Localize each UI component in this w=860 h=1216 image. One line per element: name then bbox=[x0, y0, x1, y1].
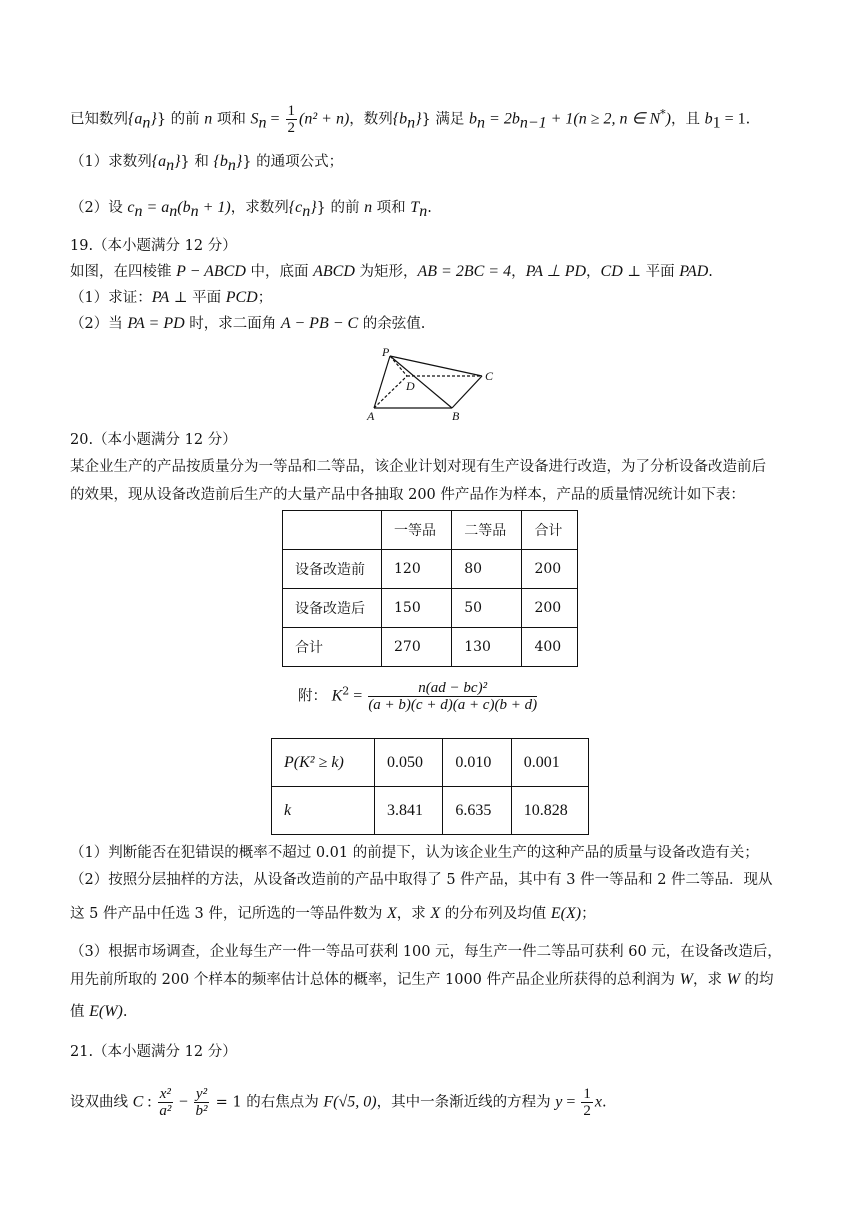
math: c bbox=[127, 199, 135, 216]
math: PA ⊥ PD bbox=[525, 263, 587, 280]
math: ABCD bbox=[313, 263, 355, 280]
math: K bbox=[331, 687, 343, 705]
q20-stem-1: 某企业生产的产品按质量分为一等品和二等品，该企业计划对现有生产设备进行改造，为了分析设备改造前后 bbox=[70, 459, 766, 475]
edge-BC bbox=[452, 376, 482, 408]
text: 时，求二面角 bbox=[184, 316, 281, 332]
frac-num: 1 bbox=[583, 1086, 591, 1102]
text: . bbox=[427, 200, 432, 216]
table-cell: 120 bbox=[382, 550, 452, 589]
math: X bbox=[430, 905, 441, 922]
frac-den: a² bbox=[159, 1103, 172, 1119]
table-cell: 3.841 bbox=[375, 787, 443, 835]
math: PCD bbox=[225, 289, 258, 306]
math: W bbox=[679, 971, 693, 988]
text: ，数列 bbox=[349, 111, 393, 128]
frac-num: n(ad − bc)² bbox=[368, 680, 537, 697]
math: CD bbox=[600, 263, 623, 280]
math: {b bbox=[213, 153, 228, 170]
math: = 1 bbox=[720, 110, 746, 128]
label-P: P bbox=[382, 346, 390, 359]
math: {b bbox=[392, 110, 408, 128]
q20-part1: （1）判断能否在犯错误的概率不超过 0.01 的前提下，认为该企业生产的这种产品的质量与设备改造有关； bbox=[70, 845, 759, 861]
label-C: C bbox=[485, 369, 494, 383]
q21-header: 21.（本小题满分 12 分） bbox=[70, 1044, 237, 1060]
table-cell: 二等品 bbox=[452, 511, 522, 550]
table-cell: 6.635 bbox=[443, 787, 511, 835]
text: （1）求证： bbox=[70, 290, 152, 306]
table-row bbox=[272, 787, 589, 835]
text: 设双曲线 bbox=[70, 1094, 133, 1111]
math: (n² + n) bbox=[299, 110, 350, 128]
text: 的余弦值. bbox=[358, 316, 426, 332]
pyramid-figure bbox=[362, 346, 512, 424]
q20-header: 20.（本小题满分 12 分） bbox=[70, 432, 237, 448]
math: n bbox=[364, 199, 373, 216]
math: F(√5, 0) bbox=[323, 1093, 377, 1111]
fraction bbox=[194, 1086, 209, 1119]
quality-table bbox=[282, 510, 578, 667]
table-cell: 10.828 bbox=[511, 787, 588, 835]
table-cell: 0.010 bbox=[443, 739, 511, 787]
math: b bbox=[469, 110, 478, 128]
table-cell: k bbox=[272, 787, 375, 835]
q20-stem-2: 的效果，现从设备改造前后生产的大量产品中各抽取 200 件产品作为样本，产品的质量情况统计如下表： bbox=[70, 487, 745, 503]
text: ，且 bbox=[670, 111, 705, 128]
math: W bbox=[726, 971, 740, 988]
text: ， bbox=[511, 264, 526, 280]
table-row bbox=[283, 628, 578, 667]
math: A − PB − C bbox=[280, 315, 359, 332]
text: 用先前所取的 200 个样本的频率估计总体的概率，记生产 1000 件产品企业所获得的总利润为 bbox=[70, 972, 680, 988]
k-squared-formula: 附： $K^2$ = $\frac{\text{n(ad − bc)²}}{(a + b)(c + d)(a + c)(b + d)}$ bbox=[298, 680, 538, 713]
frac-den: 2 bbox=[287, 120, 296, 136]
math: T bbox=[410, 199, 420, 216]
table-row bbox=[283, 550, 578, 589]
text: . bbox=[708, 264, 713, 280]
fraction bbox=[368, 680, 537, 713]
fraction bbox=[286, 103, 298, 136]
math: AB = 2BC = 4 bbox=[417, 263, 512, 280]
table-cell: 合计 bbox=[522, 511, 578, 550]
text: . bbox=[745, 111, 751, 128]
table-row bbox=[272, 739, 589, 787]
math: PA = PD bbox=[127, 315, 185, 332]
text: ，求 bbox=[692, 972, 727, 988]
math: + 1(n ≥ 2, n ∈ N bbox=[546, 110, 661, 128]
text: ，其中一条渐近线的方程为 bbox=[376, 1094, 556, 1111]
table-cell: 设备改造前 bbox=[283, 550, 382, 589]
text: 项和 bbox=[372, 200, 411, 216]
math: (b bbox=[177, 199, 191, 216]
text: } 和 bbox=[180, 154, 214, 170]
edge-PB bbox=[390, 356, 452, 408]
table-cell: 400 bbox=[522, 628, 578, 667]
math: X bbox=[387, 905, 397, 922]
text: 这 5 件产品中任选 3 件，记所选的一等品件数为 bbox=[70, 906, 387, 922]
table-cell: 130 bbox=[452, 628, 522, 667]
math: {a bbox=[151, 153, 167, 170]
frac-num: y² bbox=[195, 1086, 208, 1102]
math: y bbox=[555, 1093, 563, 1111]
q18-part1: （1）求数列$\{a_n\}$} 和 $\{b_n\}$} 的通项公式； bbox=[70, 153, 344, 174]
text: . bbox=[122, 1004, 128, 1020]
math: = 2b bbox=[485, 110, 520, 128]
table-cell: 80 bbox=[452, 550, 522, 589]
text: 值 bbox=[70, 1004, 90, 1020]
q20-part2-line2 bbox=[70, 904, 596, 924]
text: 为矩形， bbox=[354, 264, 418, 280]
text: 项和 bbox=[212, 111, 251, 128]
table-cell: 200 bbox=[522, 550, 578, 589]
frac-num: 1 bbox=[287, 103, 296, 119]
math: = a bbox=[142, 199, 170, 216]
text: （1）求数列 bbox=[70, 154, 152, 170]
q19-part2 bbox=[70, 314, 425, 334]
text: 附： bbox=[298, 688, 327, 705]
math: {a bbox=[128, 110, 143, 128]
q20-part2-line1: （2）按照分层抽样的方法，从设备改造前的产品中取得了 5 件产品，其中有 3 件一等品和 2 件二等品．现从 bbox=[70, 872, 773, 888]
math: E(W) bbox=[89, 1003, 123, 1020]
q21-stem bbox=[70, 1086, 607, 1119]
table-cell: 设备改造后 bbox=[283, 589, 382, 628]
q18-intro: 已知数列$\{a_n\}$} 的前 n 项和 $S_n$ = $\frac{1}{2}$ (n² + n)，数列$\{b_n\}$} 满足 $b_n = 2b_{n-1} + 1(n \ge 2$, n ∈ N*)，且 $b_1 = 1$. bbox=[70, 103, 751, 136]
math: = bbox=[562, 1093, 580, 1111]
text: . bbox=[601, 1094, 607, 1111]
math: {c bbox=[288, 199, 303, 216]
frac-den: 2 bbox=[583, 1103, 591, 1119]
math: b bbox=[704, 110, 713, 128]
table-cell: 50 bbox=[452, 589, 522, 628]
q20-part3-line1: （3）根据市场调查，企业每生产一件一等品可获利 100 元，每生产一件二等品可获利 60 元，在设备改造后， bbox=[70, 944, 782, 960]
math: + 1) bbox=[198, 199, 231, 216]
text: ⊥ 平面 bbox=[169, 290, 226, 306]
table-cell: 合计 bbox=[283, 628, 382, 667]
q18-part2: （2）设 $c_n = a_n(b_n + 1)$，求数列$\{c_n\}$} 的前 n 项和 $T_n$. bbox=[70, 199, 432, 220]
table-cell: 一等品 bbox=[382, 511, 452, 550]
text: 中，底面 bbox=[245, 264, 314, 280]
math: S bbox=[250, 110, 259, 128]
text: ，求数列 bbox=[230, 200, 289, 216]
text: ，求 bbox=[396, 906, 431, 922]
table-cell: 0.050 bbox=[375, 739, 443, 787]
text: （2）当 bbox=[70, 316, 128, 332]
q19-header: 19.（本小题满分 12 分） bbox=[70, 238, 237, 254]
table-cell: 270 bbox=[382, 628, 452, 667]
q20-part3-line3 bbox=[70, 1002, 127, 1022]
math: P − ABCD bbox=[176, 263, 246, 280]
q19-stem bbox=[70, 262, 713, 282]
math: = bbox=[349, 687, 367, 705]
table-cell: P(K² ≥ k) bbox=[272, 739, 375, 787]
fraction bbox=[158, 1086, 173, 1119]
math: C bbox=[132, 1093, 144, 1111]
text: 的均 bbox=[739, 972, 774, 988]
q20-part3-line2 bbox=[70, 970, 774, 990]
text: = 1 的右焦点为 bbox=[211, 1094, 324, 1111]
math: n bbox=[204, 110, 213, 128]
text: } 的前 bbox=[156, 111, 205, 128]
table-row bbox=[283, 589, 578, 628]
text: 如图，在四棱锥 bbox=[70, 264, 177, 280]
frac-num: x² bbox=[159, 1086, 171, 1102]
text: } 的前 bbox=[316, 200, 365, 216]
text: } 的通项公式； bbox=[242, 154, 344, 170]
math: PAD bbox=[679, 263, 709, 280]
math: − bbox=[174, 1093, 192, 1111]
frac-den: (a + b)(c + d)(a + c)(b + d) bbox=[368, 697, 538, 713]
math: = bbox=[266, 110, 284, 128]
math: x bbox=[594, 1093, 602, 1111]
table-cell: 150 bbox=[382, 589, 452, 628]
math: E(X) bbox=[550, 905, 582, 922]
table-cell bbox=[283, 511, 382, 550]
text: （2）设 bbox=[70, 200, 128, 216]
text: } 满足 bbox=[421, 111, 470, 128]
text: ， bbox=[586, 264, 601, 280]
text: 已知数列 bbox=[70, 111, 128, 128]
text: ⊥ 平面 bbox=[622, 264, 680, 280]
q19-part1 bbox=[70, 288, 272, 308]
math: PA bbox=[151, 289, 170, 306]
text: 的分布列及均值 bbox=[440, 906, 551, 922]
text: ； bbox=[257, 290, 273, 306]
table-cell: 0.001 bbox=[511, 739, 588, 787]
label-A: A bbox=[367, 409, 375, 423]
math: : bbox=[143, 1093, 156, 1111]
table-header-row bbox=[283, 511, 578, 550]
text: ； bbox=[581, 906, 596, 922]
critical-value-table bbox=[271, 738, 589, 835]
label-D: D bbox=[406, 379, 415, 393]
label-B: B bbox=[452, 409, 460, 423]
fraction bbox=[581, 1086, 593, 1119]
math: ) bbox=[665, 110, 671, 128]
frac-den: b² bbox=[195, 1103, 208, 1119]
table-cell: 200 bbox=[522, 589, 578, 628]
